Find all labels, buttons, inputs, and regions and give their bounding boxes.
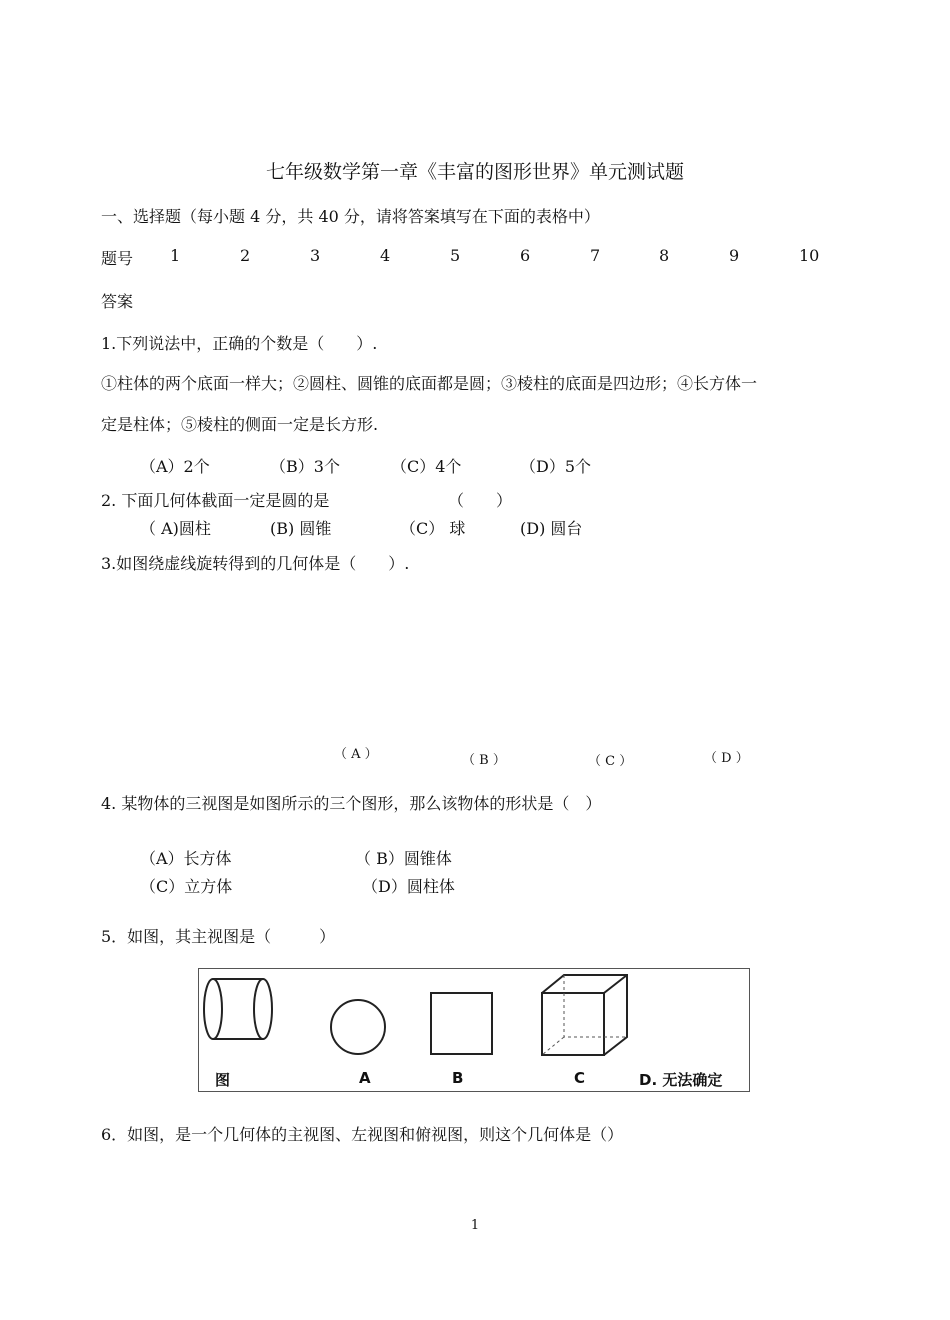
table-cell-number: 3 <box>310 246 321 265</box>
figure-label-main: 图 <box>215 1071 231 1089</box>
question-3-stem: 3.如图绕虚线旋转得到的几何体是（ ）. <box>101 554 410 573</box>
question-4-option-b: （ B）圆锥体 <box>355 849 452 868</box>
question-5-figure <box>198 968 750 1092</box>
circle-shape <box>331 1000 385 1054</box>
cube-hidden-edges <box>542 975 627 1055</box>
table-cell-number: 7 <box>590 246 601 265</box>
figure-label-c: C <box>574 1069 586 1087</box>
cube-shape <box>542 975 627 1055</box>
question-5-stem: 5．如图，其主视图是（ ） <box>101 927 336 946</box>
question-2-option-a: （ A)圆柱 <box>140 519 211 538</box>
question-6-stem: 6．如图，是一个几何体的主视图、左视图和俯视图，则这个几何体是（） <box>101 1125 624 1144</box>
question-2-option-d: (D) 圆台 <box>520 519 583 538</box>
square-shape <box>431 993 492 1054</box>
question-1-statements-cont: 定是柱体；⑤棱柱的侧面一定是长方形. <box>101 415 379 434</box>
table-cell-number: 1 <box>170 246 181 265</box>
question-4-option-c: （C）立方体 <box>140 877 233 896</box>
table-cell-number: 9 <box>729 246 740 265</box>
question-3-label-d: （ D ） <box>704 751 749 766</box>
figure-label-b: B <box>452 1069 464 1087</box>
question-2-option-c: （C） 球 <box>400 519 466 538</box>
table-cell-number: 4 <box>380 246 391 265</box>
question-1-option-a: （A）2个 <box>140 457 210 476</box>
figure-label-d: D. 无法确定 <box>639 1071 723 1089</box>
question-1-statements: ①柱体的两个底面一样大；②圆柱、圆锥的底面都是圆；③棱柱的底面是四边形；④长方体一 <box>101 374 758 393</box>
table-row-label-number: 题号 <box>101 249 134 268</box>
question-1-option-d: （D）5个 <box>520 457 592 476</box>
cylinder-shape <box>204 979 272 1039</box>
question-3-label-c: （ C ） <box>588 754 633 769</box>
question-1-option-c: （C）4个 <box>391 457 462 476</box>
table-cell-number: 2 <box>240 246 251 265</box>
page-title: 七年级数学第一章《丰富的图形世界》单元测试题 <box>265 161 684 183</box>
question-2-paren: （ ） <box>448 491 513 510</box>
figure-label-a: A <box>359 1069 371 1087</box>
question-3-label-a: （ A ） <box>334 747 378 762</box>
table-row-label-answer: 答案 <box>101 292 134 311</box>
table-cell-number: 5 <box>450 246 461 265</box>
table-cell-number: 8 <box>659 246 670 265</box>
question-1-stem: 1.下列说法中，正确的个数是（ ）. <box>101 334 378 353</box>
table-cell-number: 10 <box>799 246 820 265</box>
question-3-label-b: （ B ） <box>462 753 506 768</box>
question-4-stem: 4. 某物体的三视图是如图所示的三个图形，那么该物体的形状是（ ） <box>101 794 602 813</box>
table-cell-number: 6 <box>520 246 531 265</box>
question-4-option-a: （A）长方体 <box>140 849 232 868</box>
question-2-stem: 2. 下面几何体截面一定是圆的是 <box>101 491 330 510</box>
question-1-option-b: （B）3个 <box>270 457 340 476</box>
page-number: 1 <box>470 1218 480 1233</box>
question-4-option-d: （D）圆柱体 <box>362 877 455 896</box>
question-2-option-b: (B) 圆锥 <box>270 519 332 538</box>
section-heading: 一、选择题（每小题 4 分，共 40 分，请将答案填写在下面的表格中） <box>101 207 600 226</box>
